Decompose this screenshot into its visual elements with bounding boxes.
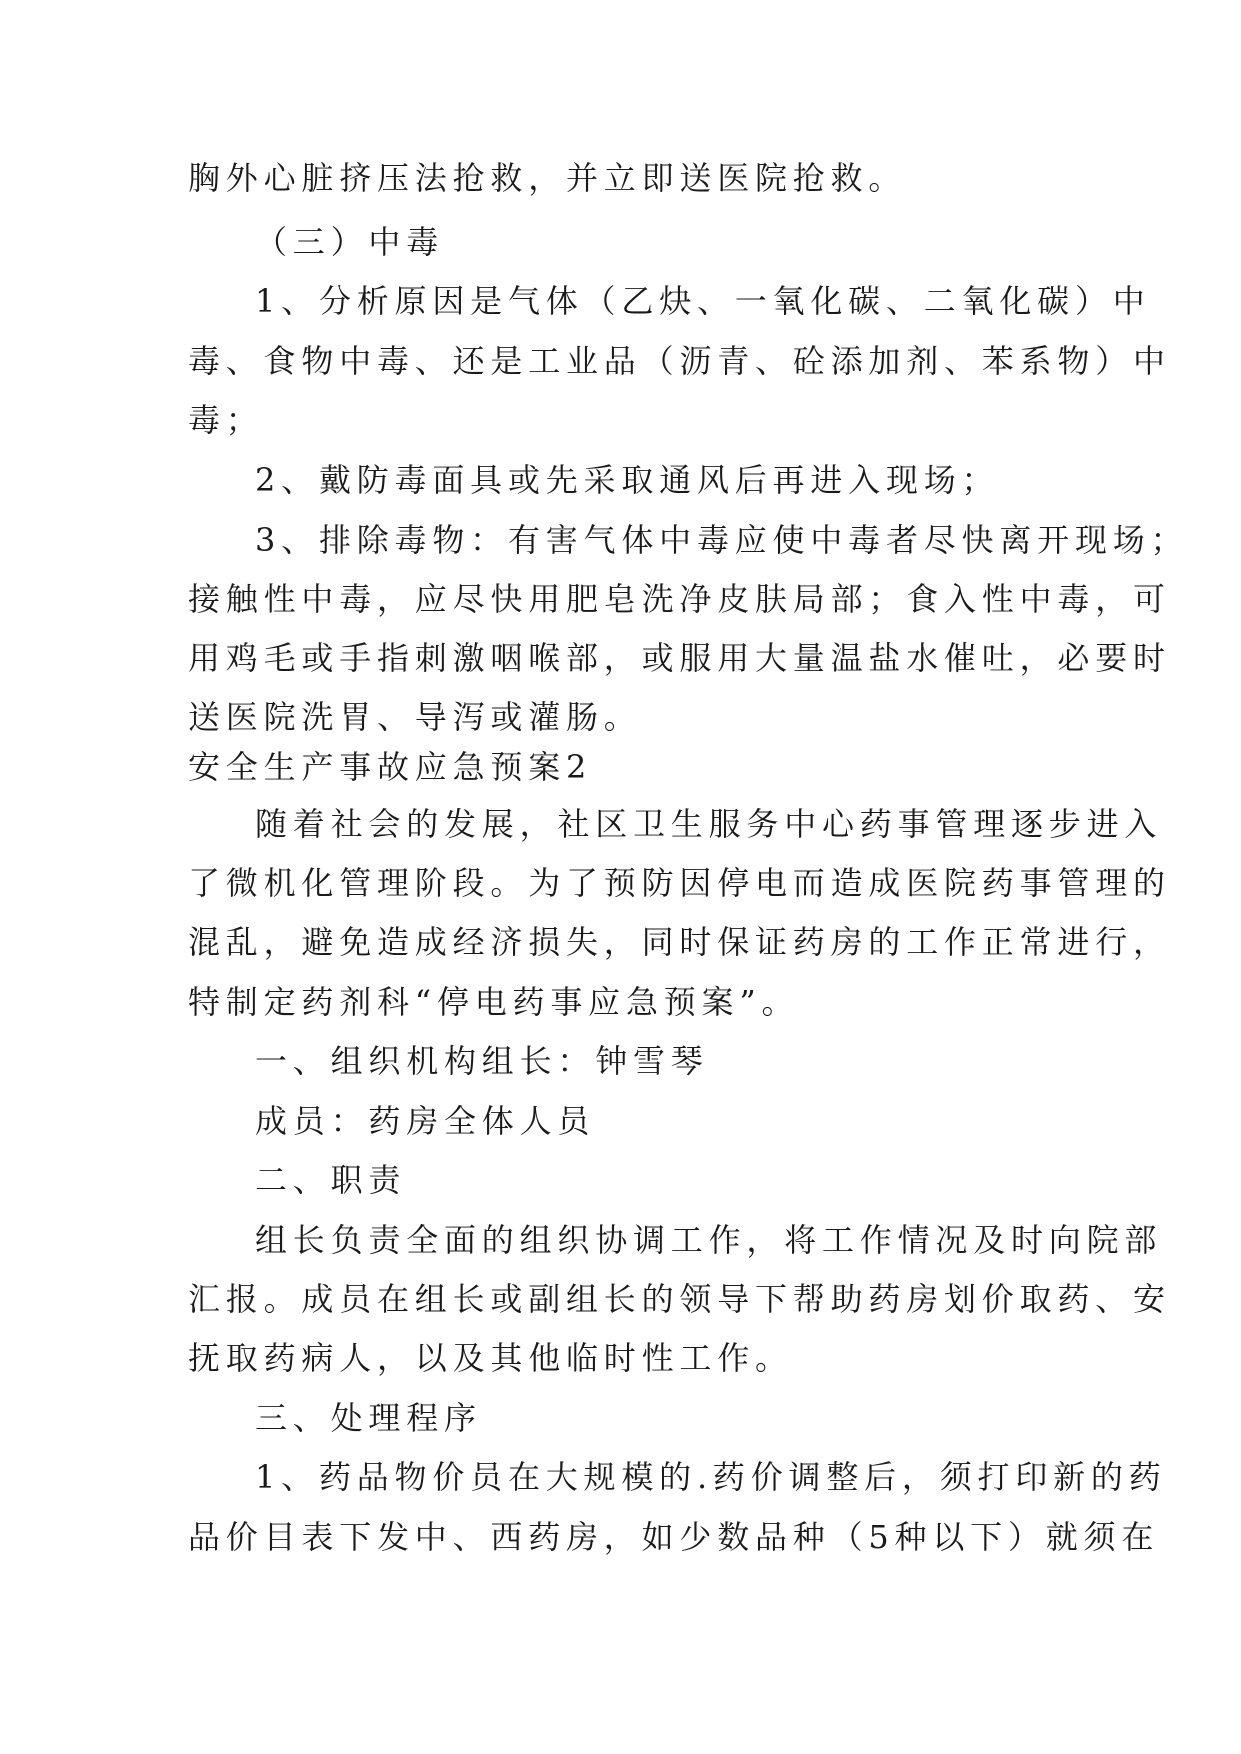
body-line: 混乱，避免造成经济损失，同时保证药房的工作正常进行， — [188, 923, 1171, 961]
body-line: 汇报。成员在组长或副组长的领导下帮助药房划价取药、安 — [188, 1280, 1171, 1318]
body-line: 品价目表下发中、西药房，如少数品种（5种以下）就须在 — [188, 1518, 1160, 1556]
body-line: 毒； — [188, 401, 264, 439]
body-line: 了微机化管理阶段。为了预防因停电而造成医院药事管理的 — [188, 864, 1171, 902]
body-line: 1、分析原因是气体（乙炔、一氧化碳、二氧化碳）中 — [255, 282, 1151, 320]
section-heading: 三、处理程序 — [255, 1399, 482, 1437]
body-line: 组长负责全面的组织协调工作，将工作情况及时向院部 — [255, 1221, 1163, 1259]
section-heading: 二、职责 — [255, 1161, 407, 1199]
body-line: 接触性中毒，应尽快用肥皂洗净皮肤局部；食入性中毒，可 — [188, 580, 1171, 618]
body-line: 用鸡毛或手指刺激咽喉部，或服用大量温盐水催吐，必要时 — [188, 639, 1171, 677]
section-heading: （三）中毒 — [255, 223, 445, 261]
body-line: 送医院洗胃、导泻或灌肠。 — [188, 698, 642, 736]
body-line: 3、排除毒物：有害气体中毒应使中毒者尽快离开现场； — [255, 521, 1189, 559]
body-line: 抚取药病人，以及其他临时性工作。 — [188, 1339, 793, 1377]
document-title: 安全生产事故应急预案2 — [188, 748, 593, 786]
body-line: 1、药品物价员在大规模的.药价调整后，须打印新的药 — [255, 1458, 1167, 1496]
body-line: 一、组织机构组长：钟雪琴 — [255, 1042, 709, 1080]
body-line: 随着社会的发展，社区卫生服务中心药事管理逐步进入 — [255, 805, 1163, 843]
body-line: 2、戴防毒面具或先采取通风后再进入现场； — [255, 461, 1000, 499]
body-line: 成员：药房全体人员 — [255, 1102, 596, 1140]
body-line: 胸外心脏挤压法抢救，并立即送医院抢救。 — [188, 159, 907, 197]
body-line: 特制定药剂科“停电药事应急预案”。 — [188, 983, 800, 1021]
body-line: 毒、食物中毒、还是工业品（沥青、砼添加剂、苯系物）中 — [188, 342, 1171, 380]
